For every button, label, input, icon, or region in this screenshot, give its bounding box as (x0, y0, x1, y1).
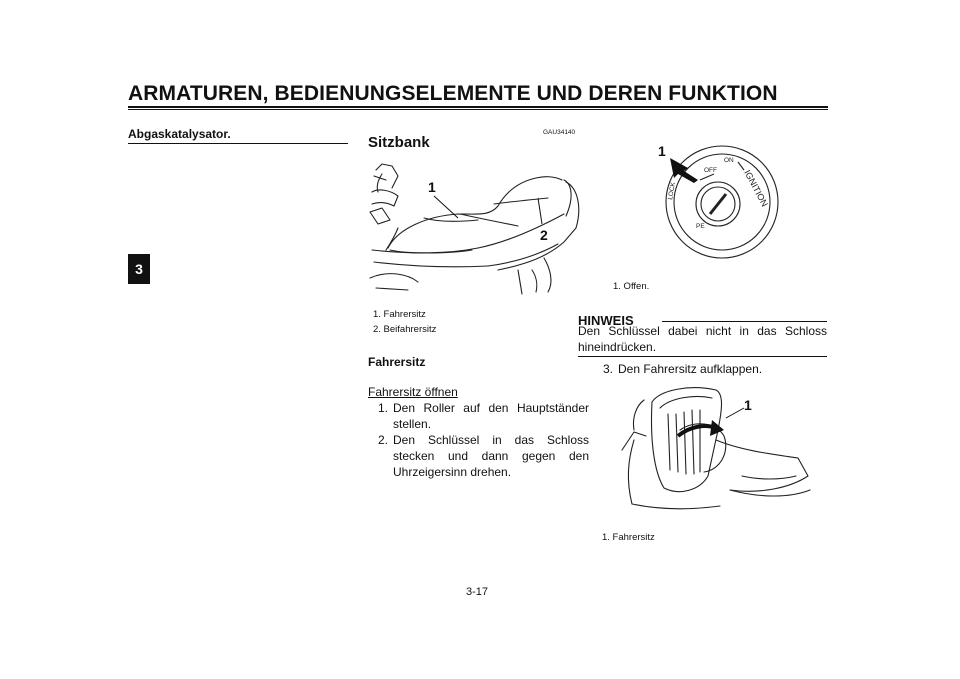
section-heading-abgaskatalysator: Abgaskatalysator. (128, 127, 231, 141)
title-rule-thin (128, 109, 828, 110)
hinweis-end-rule (578, 356, 827, 357)
step-number: 2. (378, 433, 389, 447)
caption-offen: 1. Offen. (613, 281, 650, 292)
step-text: Den Schlüssel in das Schloss stecken und dann gegen den Uhrzeigersinn drehen. (393, 433, 589, 479)
scooter-seat-illustration (368, 158, 590, 300)
procedure-title: Fahrersitz öffnen (368, 385, 458, 399)
hinweis-rule (662, 321, 827, 322)
page-number: 3-17 (466, 586, 489, 598)
chapter-tab: 3 (128, 254, 150, 284)
section-rule (128, 143, 348, 144)
caption-beifahrersitz: 2. Beifahrersitz (373, 324, 437, 335)
hinweis-text: Den Schlüssel dabei nicht in das Schloss hineindrücken. (578, 324, 827, 354)
step-text: Den Roller auf den Hauptständer stellen. (393, 401, 589, 431)
caption-fahrersitz: 1. Fahrersitz (602, 532, 655, 543)
callout-2: 2 (540, 227, 548, 243)
callout-1: 1 (744, 397, 752, 413)
open-seat-illustration (620, 380, 815, 520)
lock-label-off: OFF (704, 167, 717, 174)
lock-label-ignition: IGNITION (742, 168, 770, 209)
doc-code: GAU34140 (543, 129, 576, 136)
title-rule (128, 106, 828, 108)
ignition-lock-illustration (640, 140, 780, 270)
step-text: Den Fahrersitz aufklappen. (618, 362, 763, 376)
lock-label-lock: LOCK (667, 181, 678, 201)
callout-1: 1 (658, 143, 666, 159)
hinweis-title: HINWEIS (578, 313, 634, 328)
callout-1: 1 (428, 179, 436, 195)
lock-label-on: ON (724, 157, 734, 164)
step-number: 3. (603, 362, 614, 376)
lock-label-pe: PE (696, 223, 705, 230)
subheading-fahrersitz: Fahrersitz (368, 355, 426, 369)
page-title: ARMATUREN, BEDIENUNGSELEMENTE UND DEREN FUNKTION (128, 82, 778, 105)
section-heading-sitzbank: Sitzbank (368, 134, 430, 151)
caption-fahrersitz: 1. Fahrersitz (373, 309, 426, 320)
step-number: 1. (378, 401, 389, 415)
